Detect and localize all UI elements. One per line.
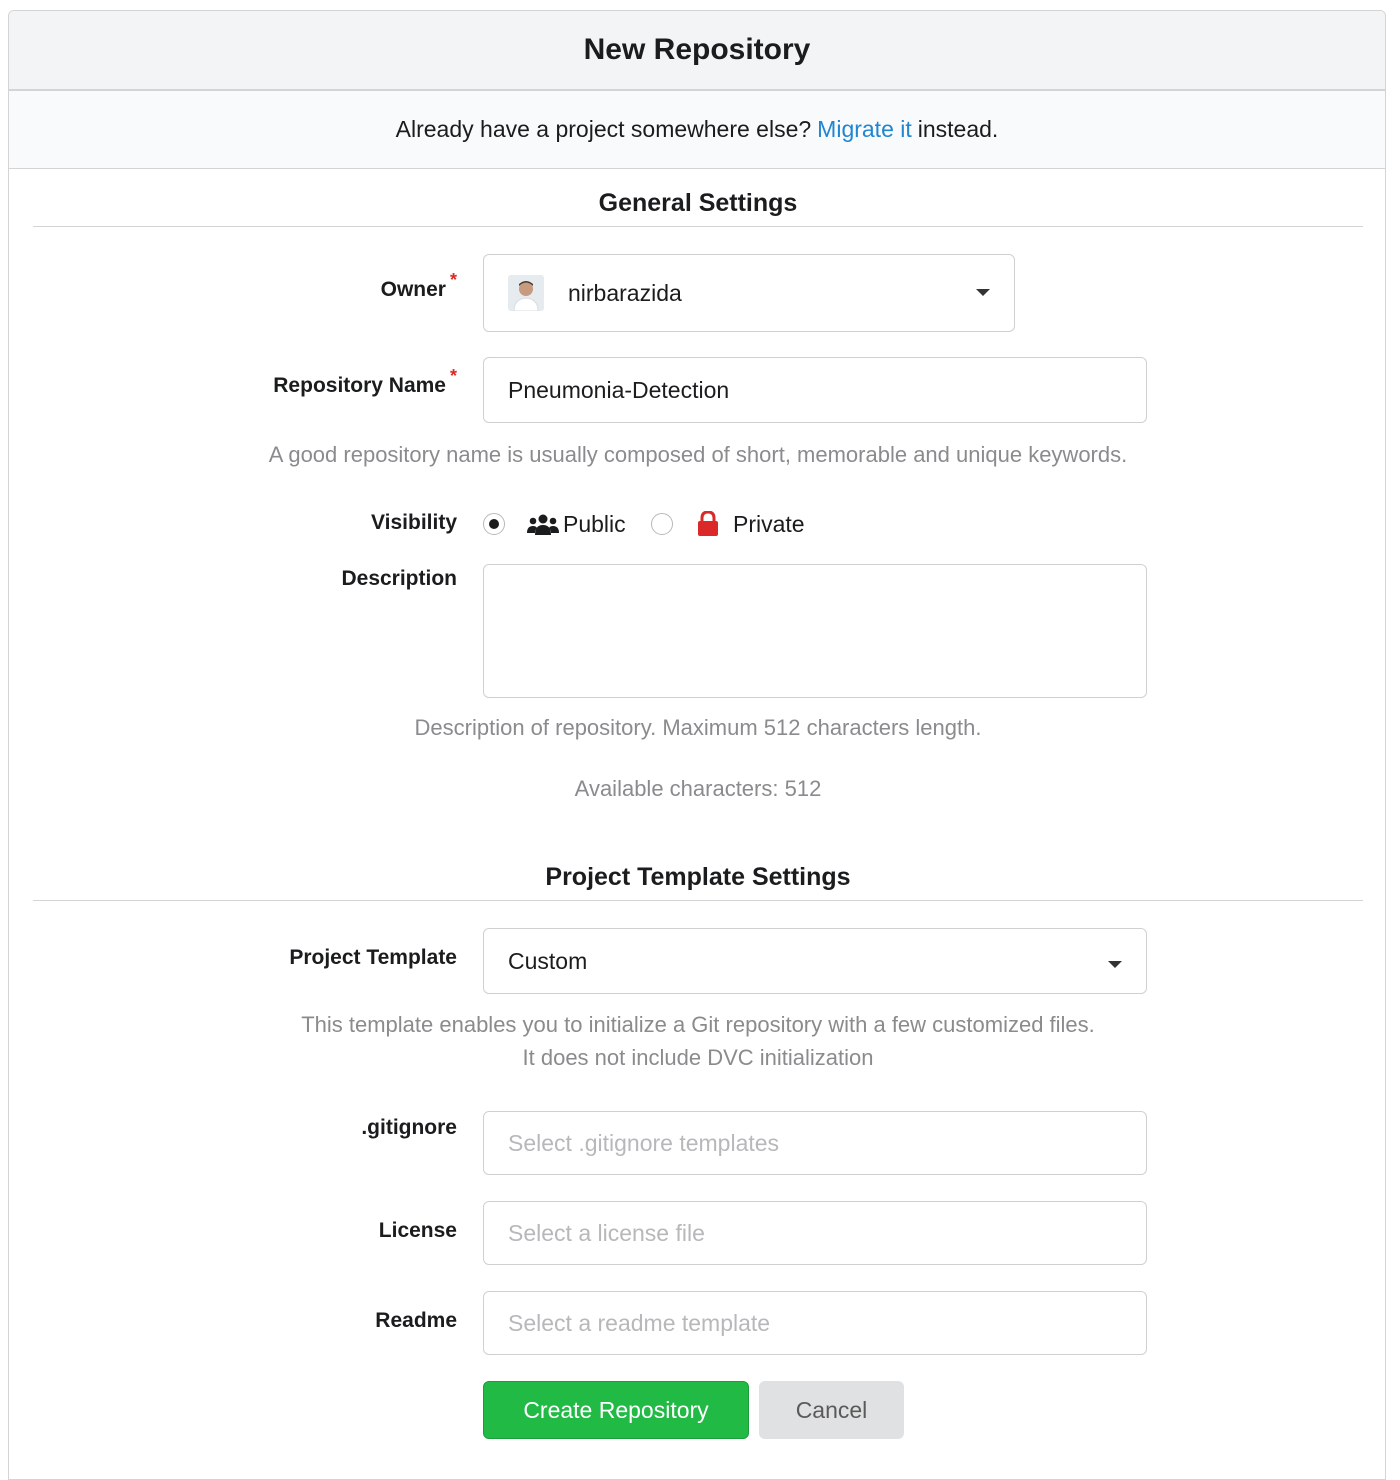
avatar [508, 275, 544, 311]
readme-select[interactable] [483, 1291, 1147, 1355]
repository-name-input[interactable] [483, 357, 1147, 423]
caret-down-icon [1108, 961, 1122, 968]
gitignore-placeholder: Select .gitignore templates [508, 1129, 780, 1156]
project-template-value: Custom [508, 947, 588, 974]
visibility-label: Visibility [371, 511, 457, 534]
caret-down-icon [976, 289, 990, 296]
lock-icon [697, 511, 719, 542]
visibility-public-radio[interactable] [483, 513, 505, 535]
project-template-label: Project Template [289, 946, 457, 969]
license-label: License [378, 1219, 457, 1242]
migrate-prefix: Already have a project somewhere else? [395, 116, 812, 142]
cancel-button[interactable]: Cancel [759, 1381, 904, 1439]
project-template-help [33, 1008, 1363, 1074]
repository-name-value: Pneumonia-Detection [508, 376, 730, 403]
required-marker: * [449, 270, 457, 290]
readme-placeholder: Select a readme template [508, 1309, 771, 1336]
project-template-help-line1: This template enables you to initialize a Git repository with a few customized files. [301, 1012, 1095, 1037]
gitignore-label: .gitignore [361, 1116, 457, 1139]
page-title: New Repository [9, 11, 1385, 91]
create-repository-button[interactable]: Create Repository [483, 1381, 749, 1439]
visibility-private-label[interactable]: Private [733, 511, 805, 537]
owner-label: Owner * [380, 270, 457, 301]
license-select[interactable] [483, 1201, 1147, 1265]
migrate-suffix: instead. [917, 116, 999, 142]
repository-name-help: A good repository name is usually composed of short, memorable and unique keywords. [268, 442, 1128, 467]
migrate-link[interactable]: Migrate it [817, 116, 912, 142]
users-icon [527, 514, 559, 541]
description-help: Description of repository. Maximum 512 characters length. [414, 715, 982, 740]
migrate-banner [9, 91, 1385, 169]
owner-value: nirbarazida [568, 279, 682, 306]
available-characters: Available characters: 512 [574, 776, 822, 801]
repository-name-label: Repository Name * [273, 366, 457, 397]
project-template-help-line2: It does not include DVC initialization [522, 1045, 874, 1070]
project-template-select[interactable] [483, 928, 1147, 994]
new-repository-card [8, 10, 1386, 1480]
general-settings-heading: General Settings [33, 189, 1363, 227]
project-template-settings-heading: Project Template Settings [33, 863, 1363, 901]
owner-select[interactable] [483, 254, 1015, 332]
license-placeholder: Select a license file [508, 1219, 705, 1246]
visibility-public-label[interactable]: Public [563, 511, 626, 537]
required-marker: * [449, 366, 457, 386]
readme-label: Readme [375, 1309, 457, 1332]
description-textarea[interactable] [483, 564, 1147, 698]
description-label: Description [341, 567, 457, 590]
visibility-private-radio[interactable] [651, 513, 673, 535]
gitignore-select[interactable] [483, 1111, 1147, 1175]
